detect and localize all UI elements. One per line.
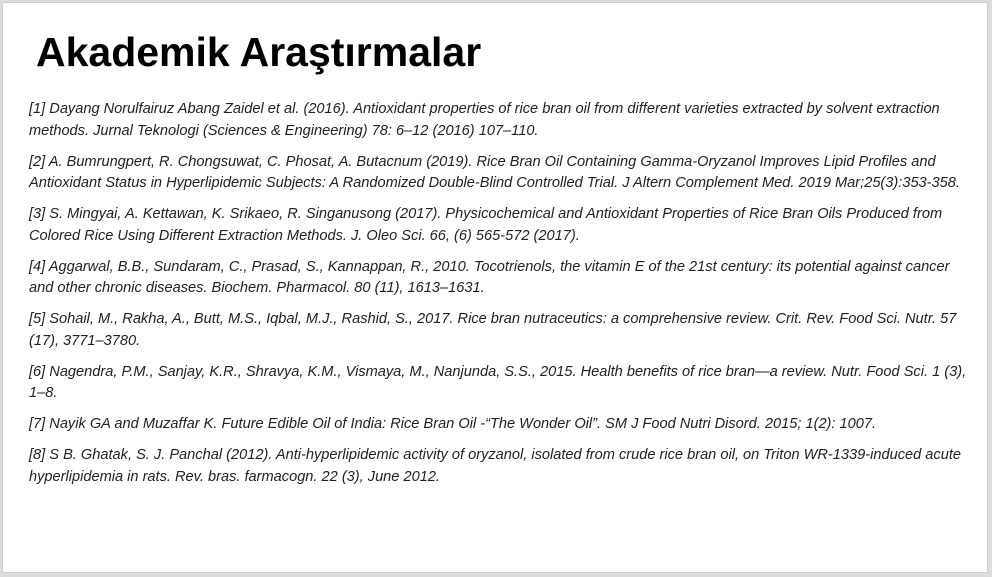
reference-item: [8] S B. Ghatak, S. J. Panchal (2012). Anti-hyperlipidemic activity of oryzanol, isolated from crude rice bran oil, on Triton WR-1339-induced acute hyperlipidemia in rats. Rev. bras. farmacogn. 22 (3), June 2012. bbox=[29, 447, 961, 485]
reference-item: [3] S. Mingyai, A. Kettawan, K. Srikaeo, R. Singanusong (2017). Physicochemical and Antioxidant Properties of Rice Bran Oils Produced from Colored Rice Using Different Extraction Methods. J. Oleo Sci. 66, (6) 565-572 (2017). bbox=[29, 206, 943, 244]
reference-item: [1] Dayang Norulfairuz Abang Zaidel et al. (2016). Antioxidant properties of rice bran oil from different varieties extracted by solvent extraction methods. Jurnal Teknologi (Sciences & Engineering) 78: 6–12 (2016) 107–110. bbox=[29, 101, 940, 139]
reference-item: [4] Aggarwal, B.B., Sundaram, C., Prasad, S., Kannappan, R., 2010. Tocotrienols, the vitamin E of the 21st century: its potential against cancer and other chronic diseases. Biochem. Pharmacol. 80 (11), 1613–1631. bbox=[29, 258, 950, 296]
reference-item: [6] Nagendra, P.M., Sanjay, K.R., Shravya, K.M., Vismaya, M., Nanjunda, S.S., 2015. Health benefits of rice bran—a review. Nutr. Food Sci. 1 (3), 1–8. bbox=[29, 363, 967, 401]
reference-item: [5] Sohail, M., Rakha, A., Butt, M.S., Iqbal, M.J., Rashid, S., 2017. Rice bran nutraceutics: a comprehensive review. Crit. Rev. Food Sci. Nutr. 57 (17), 3771–3780. bbox=[29, 311, 957, 349]
reference-item: [7] Nayik GA and Muzaffar K. Future Edible Oil of India: Rice Bran Oil -“The Wonder Oil”. SM J Food Nutri Disord. 2015; 1(2): 1007. bbox=[29, 416, 877, 432]
document-page bbox=[2, 2, 988, 573]
reference-list bbox=[29, 99, 974, 498]
page-title: Akademik Araştırmalar bbox=[36, 29, 482, 75]
reference-item: [2] A. Bumrungpert, R. Chongsuwat, C. Phosat, A. Butacnum (2019). Rice Bran Oil Containing Gamma-Oryzanol Improves Lipid Profiles and Antioxidant Status in Hyperlipidemic Subjects: A Randomized Double-Blind Controlled Trial. J Altern Complement Med. 2019 Mar;25(3):353-358. bbox=[29, 153, 960, 191]
